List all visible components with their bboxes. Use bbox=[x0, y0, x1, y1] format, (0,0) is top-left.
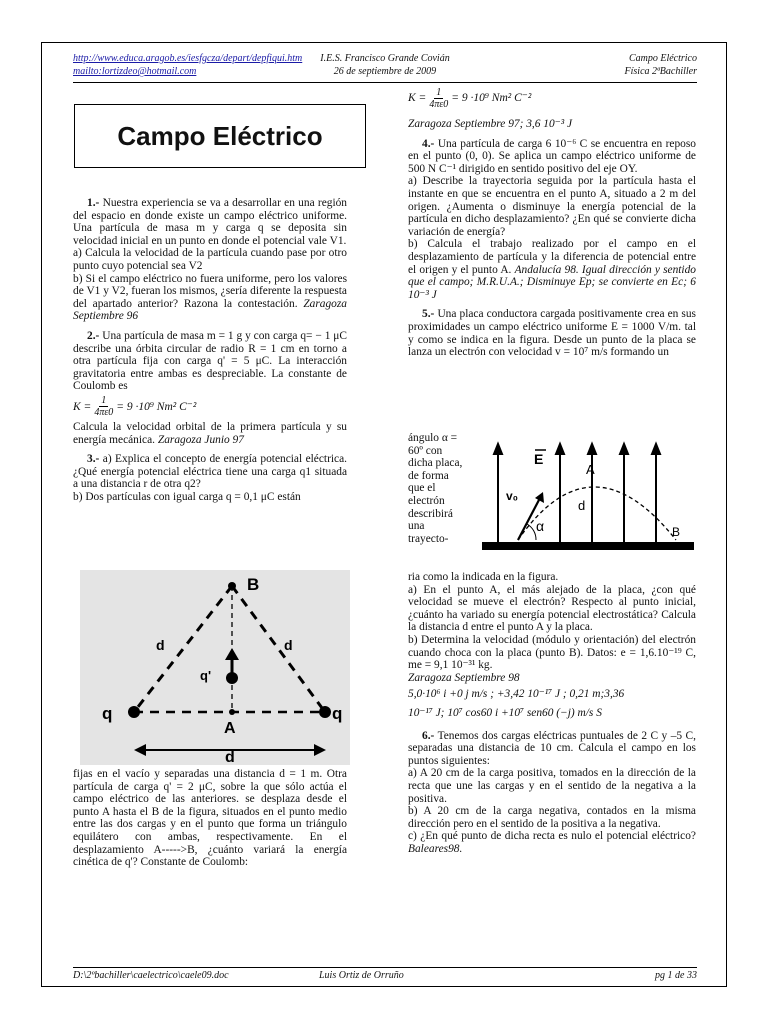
formula-k-label: K = bbox=[73, 400, 92, 413]
label-d-right: d bbox=[284, 637, 293, 653]
problem-6-number: 6.- bbox=[422, 729, 435, 742]
footer-author: Luis Ortiz de Orruño bbox=[319, 970, 404, 981]
formula-denominator: 4πε0 bbox=[429, 98, 449, 110]
label-v0: v₀ bbox=[506, 489, 519, 503]
problem-1-text: Nuestra experiencia se va a desarrollar en una región del espacio en donde existe un campo eléctrico uniforme. Una partícula de masa m y carga q se deposita sin velocidad inicial en un punto en donde el potencial vale V1. bbox=[73, 197, 347, 247]
problem-6a: a) A 20 cm de la carga positiva, tomados en la dirección de la recta que une las cargas y en el sentido de la negativa a la positiva. bbox=[408, 767, 696, 805]
charge-right-marker bbox=[319, 706, 331, 718]
label-point-a: A bbox=[586, 462, 595, 477]
header-links bbox=[73, 52, 302, 78]
problem-4a: a) Describe la trayectoria seguida por la partícula hasta el instante en que se encuentra en el punto A, situado a 2 m del origen. ¿Aumenta o disminuye la energía potencial de la partícula en dicho desplazamiento? ¿En qué se convierte dicha variación de energía? bbox=[408, 175, 696, 238]
formula-fraction bbox=[94, 395, 113, 418]
problem-5b: b) Determina la velocidad (módulo y orientación) del electrón cuando choca con la placa (punto B). Datos: e = 1,6.10⁻¹⁹ C, me = 9,1 10⁻³¹ kg. bbox=[408, 633, 696, 672]
label-alpha: α bbox=[536, 518, 545, 534]
problem-2-number: 2.- bbox=[87, 329, 100, 342]
coulomb-formula-right bbox=[408, 84, 696, 112]
problem-2b bbox=[73, 421, 347, 446]
charge-left-marker bbox=[128, 706, 140, 718]
label-q-prime: q' bbox=[200, 668, 212, 683]
formula-value: = 9 ·10⁹ Nm² C⁻² bbox=[116, 400, 197, 413]
header-right bbox=[625, 52, 697, 78]
problem-1-number: 1.- bbox=[87, 197, 100, 209]
problem-4b-text: b) Calcula el trabajo realizado por el campo en el desplazamiento de partícula y la diferencia de potencial entre el origen y el punto A. bbox=[408, 238, 696, 276]
conducting-plate bbox=[482, 542, 694, 550]
header-date: 26 de septiembre de 2009 bbox=[333, 66, 437, 77]
problem-4b bbox=[408, 238, 696, 301]
problem-5 bbox=[408, 308, 696, 358]
formula-k-label: K = bbox=[408, 91, 427, 104]
velocity-vector-head bbox=[535, 492, 544, 503]
label-d-left: d bbox=[156, 637, 165, 653]
formula-fraction bbox=[429, 87, 448, 110]
problem-6b: b) A 20 cm de la carga negativa, contados en la misma dirección pero en el sentido de la positiva a la negativa. bbox=[408, 805, 696, 830]
problem-3-number: 3.- bbox=[87, 453, 100, 466]
problem-5-narrow: ángulo α = 60º con dicha placa, de forma que el electrón describirá una trayecto- bbox=[408, 432, 463, 545]
label-d-bottom: d bbox=[225, 749, 235, 765]
problem-1b bbox=[73, 273, 347, 323]
problem-5-answer-1: 5,0·10⁶ i +0 j m/s ; +3,42 10⁻¹⁷ J ; 0,21 m;3,36 bbox=[408, 688, 625, 701]
problem-2b-text: Calcula la velocidad orbital de la primera partícula y su energía mecánica. bbox=[73, 420, 347, 446]
label-field-e: E bbox=[534, 451, 544, 467]
label-point-b: B bbox=[672, 525, 681, 539]
formula-value: = 9 ·10⁹ Nm² C⁻² bbox=[451, 91, 532, 104]
point-b-marker bbox=[228, 582, 236, 590]
formula-denominator: 4πε0 bbox=[94, 407, 114, 419]
problem-3b: b) Dos partículas con igual carga q = 0,1 μC están bbox=[73, 490, 301, 503]
problem-5-answer-2: 10⁻¹⁷ J; 10⁷ cos60 i +10⁷ sen60 (−j) m/s S bbox=[408, 706, 602, 719]
header-center bbox=[320, 52, 449, 78]
footer-path: D:\2ºbachiller\caelectrico\caele09.doc bbox=[73, 970, 229, 981]
page-header bbox=[73, 52, 697, 83]
label-b: B bbox=[247, 575, 260, 594]
problem-4-text: Una partícula de carga 6 10⁻⁶ C se encuentra en reposo en el punto (0, 0). Se aplica un campo eléctrico uniforme de 500 N C⁻¹ dirigido en sentido positivo del eje OY. bbox=[408, 137, 696, 175]
page-title: Campo Eléctrico bbox=[74, 104, 366, 168]
page-footer bbox=[73, 967, 697, 982]
problem-3a-text: a) Explica el concepto de energía potencial eléctrica. ¿Qué energía potencial eléctrica tiene una carga q1 situada a una distancia r de otra q2? bbox=[73, 453, 347, 491]
coulomb-formula-left bbox=[73, 393, 347, 421]
problem-6c bbox=[408, 830, 696, 855]
triangle-figure bbox=[80, 570, 350, 765]
point-a-marker bbox=[229, 709, 235, 715]
header-url-link[interactable]: http://www.educa.aragob.es/iesfgcza/depart/depfiqui.htm bbox=[73, 53, 303, 64]
problem-3c: fijas en el vacío y separadas una distancia d = 1 m. Otra partícula de carga q' = 2 μC, sobre la que sólo actúa el campo eléctrico de las anteriores. se desplaza desde el punto A hasta el B de la figura, situados en el punto medio entre las dos cargas y en el punto que forma un triángulo equilátero con ambas, respectivamente. En el desplazamiento A----->B, ¿cuánto variará la energía cinética de q'? Constante de Coulomb: bbox=[73, 768, 347, 869]
problem-2-text: Una partícula de masa m = 1 g y con carga q= − 1 μC describe una órbita circular de radio R = 1 cm en torno a otra partícula fija con carga q' = 5 μC. La interacción gravitatoria entre ambas es despreciable. La constante de Coulomb es bbox=[73, 329, 347, 393]
label-a: A bbox=[224, 720, 236, 737]
label-q-right: q bbox=[332, 704, 343, 723]
header-mail-link[interactable]: mailto:lortizdeo@hotmail.com bbox=[73, 66, 197, 77]
header-topic: Campo Eléctrico bbox=[628, 53, 697, 64]
problem-5-source: Zaragoza Septiembre 98 bbox=[408, 671, 520, 684]
right-column-top bbox=[408, 84, 696, 359]
problem-6-source: Baleares98. bbox=[408, 842, 463, 855]
footer-page-number: pg 1 de 33 bbox=[655, 970, 697, 981]
problem-5-text: Una placa conductora cargada positivamente crea en sus proximidades un campo eléctrico uniforme E = 1000 V/m. tal y como se indica en la figura. Desde un punto de la placa se lanza un electrón con velocidad v = 10⁷ m/s formando un bbox=[408, 308, 696, 359]
problem-1b-text: b) Si el campo eléctrico no fuera uniforme, pero los valores de V1 y V2, fueran los mismos, ¿sería diferente la respuesta del apartado anterior? Razona la contestación. bbox=[73, 272, 347, 310]
problem-2 bbox=[73, 330, 347, 393]
problem-4-number: 4.- bbox=[422, 137, 435, 150]
problem-6 bbox=[408, 730, 696, 768]
problem-6c-text: c) ¿En qué punto de dicha recta es nulo el potencial eléctrico? bbox=[408, 830, 696, 843]
label-q-left: q bbox=[102, 704, 113, 723]
label-d: d bbox=[578, 498, 586, 513]
header-course: Física 2ªBachiller bbox=[624, 66, 697, 77]
plate-figure bbox=[480, 436, 696, 556]
problem-2-source: Zaragoza Junio 97 bbox=[157, 433, 244, 446]
problem-1 bbox=[73, 197, 347, 247]
problem-4 bbox=[408, 138, 696, 176]
problem-5-continued: ria como la indicada en la figura. bbox=[408, 571, 559, 583]
left-column-top bbox=[73, 197, 347, 503]
figure-background bbox=[80, 570, 350, 765]
problem-1-source: Zaragoza Septiembre 96 bbox=[73, 297, 347, 323]
header-school: I.E.S. Francisco Grande Covián bbox=[320, 53, 450, 64]
right-column-bottom bbox=[408, 571, 696, 855]
field-lines bbox=[494, 444, 660, 542]
problem-3-source: Zaragoza Septiembre 97; 3,6 10⁻³ J bbox=[408, 118, 573, 130]
problem-5-number: 5.- bbox=[422, 308, 435, 321]
problem-6-text: Tenemos dos cargas eléctricas puntuales de 2 C y –5 C, separadas una distancia de 10 cm. Calcula el campo en los puntos siguientes: bbox=[408, 729, 696, 767]
left-column-bottom bbox=[73, 768, 347, 869]
problem-4-source: Andalucía 98. Igual dirección y sentido que el campo; M.R.U.A.; Disminuye Ep; se convierte en Ec; 6 10⁻³ J bbox=[408, 263, 696, 301]
problem-3 bbox=[73, 453, 347, 491]
problem-5a: a) En el punto A, el más alejado de la placa, ¿con qué velocidad se mueve el electrón? Respecto al punto inicial, ¿cuánto ha variado su energía potencial electrostática? Calcula la distancia d entre el punto A y la placa. bbox=[408, 583, 696, 634]
problem-1a: a) Calcula la velocidad de la partícula cuando pase por otro punto cuyo potencial sea V2 bbox=[73, 247, 347, 272]
formula-numerator: 1 bbox=[101, 395, 107, 407]
formula-numerator: 1 bbox=[436, 86, 442, 98]
